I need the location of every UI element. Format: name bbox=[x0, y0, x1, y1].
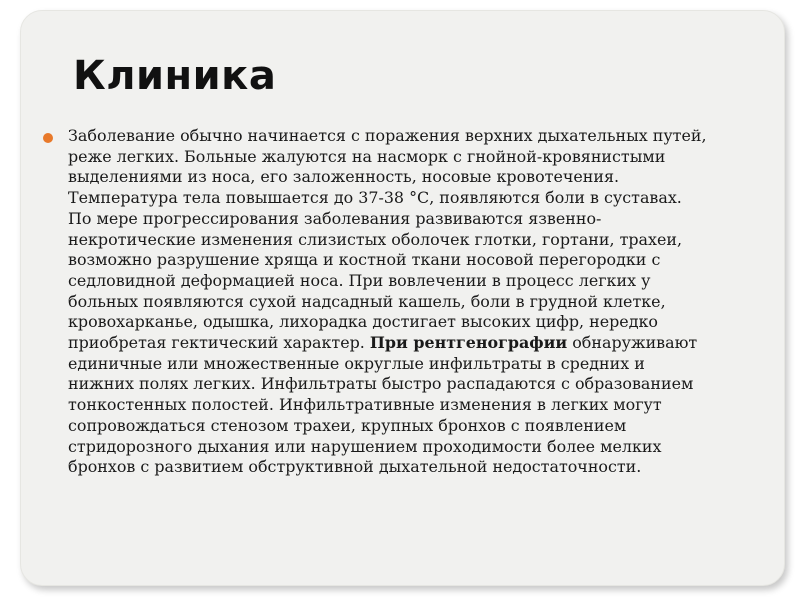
text-line: Заболевание обычно начинается с поражения верхних дыхательных путей, bbox=[68, 126, 707, 145]
text-line: единичные или множественные округлые инфильтраты в средних и bbox=[68, 353, 645, 373]
text-line: бронхов с развитием обструктивной дыхательной недостаточности. bbox=[68, 457, 642, 477]
circle-bullet-icon bbox=[43, 133, 53, 143]
emphasis-text: При рентгенографии bbox=[369, 333, 568, 353]
text-line: сопровождаться стенозом трахеи, крупных бронхов с появлением bbox=[68, 415, 627, 435]
text-line: реже легких. Больные жалуются на насморк с гнойной-кровянистыми bbox=[68, 146, 666, 166]
text-line: кровохарканье, одышка, лихорадка достигает высоких цифр, нередко bbox=[68, 312, 658, 332]
content-card bbox=[20, 10, 785, 586]
text-line: выделениями из носа, его заложенность, носовые кровотечения. bbox=[68, 167, 620, 187]
text-line: больных появляются сухой надсадный кашель, боли в грудной клетке, bbox=[68, 291, 666, 311]
text-line: некротические изменения слизистых оболочек глотки, гортани, трахеи, bbox=[68, 229, 683, 249]
text-segment: обнаруживают bbox=[567, 333, 698, 353]
text-line-with-emphasis bbox=[68, 333, 800, 354]
text-line: возможно разрушение хряща и костной ткани носовой перегородки с bbox=[68, 250, 661, 270]
text-line: нижних полях легких. Инфильтраты быстро распадаются с образованием bbox=[68, 374, 694, 394]
body-paragraph bbox=[68, 126, 800, 478]
text-line: Температура тела повышается до 37-38 °С, появляются боли в суставах. bbox=[68, 188, 682, 208]
text-segment: приобретая гектический характер. bbox=[68, 333, 365, 353]
text-line: седловидной деформацией носа. При вовлечении в процесс легких у bbox=[68, 270, 651, 290]
text-line: стридорозного дыхания или нарушением проходимости более мелких bbox=[68, 436, 662, 456]
slide-title: Клиника bbox=[73, 53, 277, 99]
text-line: тонкостенных полостей. Инфильтративные изменения в легких могут bbox=[68, 395, 662, 415]
text-line: По мере прогрессирования заболевания развиваются язвенно- bbox=[68, 208, 602, 228]
